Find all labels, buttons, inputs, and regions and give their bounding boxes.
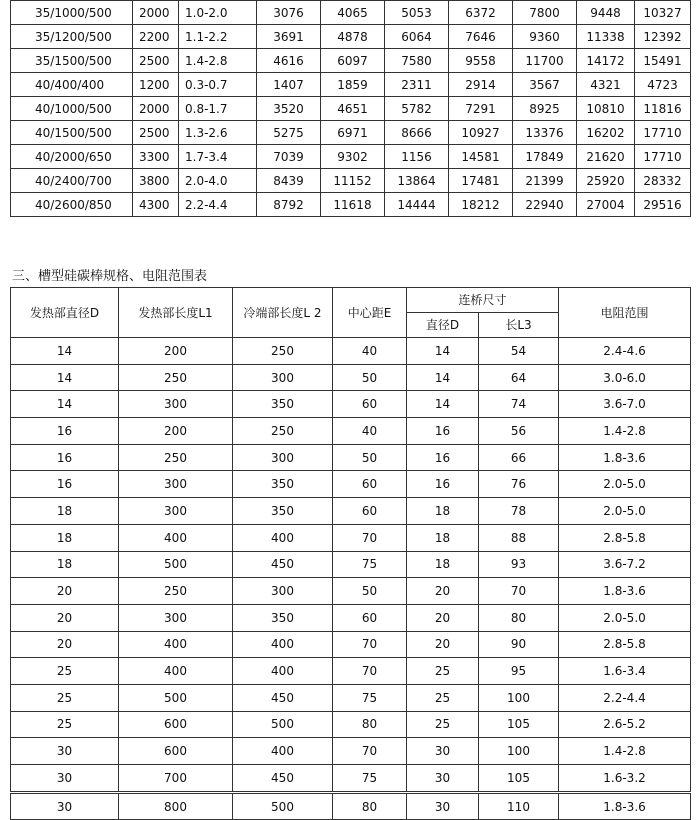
table-cell: 20 (11, 578, 119, 605)
table-cell: 14 (407, 364, 479, 391)
table-cell: 30 (407, 765, 479, 793)
table-cell: 500 (119, 551, 233, 578)
table-cell: 22940 (513, 193, 577, 217)
table-cell: 40 (333, 338, 407, 365)
table-cell: 20 (11, 604, 119, 631)
table-cell: 0.3-0.7 (179, 73, 257, 97)
table-cell: 75 (333, 684, 407, 711)
table-cell: 400 (119, 524, 233, 551)
spec-table-row (11, 1, 691, 25)
spec-table-row (11, 193, 691, 217)
header-heating-length: 发热部长度L1 (119, 288, 233, 338)
table-cell: 400 (119, 658, 233, 685)
table-cell: 2000 (133, 97, 179, 121)
table-cell: 2.2-4.4 (559, 684, 691, 711)
table-cell: 70 (333, 658, 407, 685)
table-cell: 1.0-2.0 (179, 1, 257, 25)
table-cell: 4878 (321, 25, 385, 49)
table-cell: 20 (11, 631, 119, 658)
table-cell: 25 (407, 658, 479, 685)
table-cell: 25 (407, 711, 479, 738)
header-cold-end-length: 冷端部长度L 2 (233, 288, 333, 338)
rod-table-row (11, 792, 691, 820)
table-cell: 3300 (133, 145, 179, 169)
table-cell: 7039 (257, 145, 321, 169)
section-title: 三、槽型硅碳棒规格、电阻范围表 (12, 269, 208, 284)
table-cell: 16 (407, 471, 479, 498)
table-cell: 7800 (513, 1, 577, 25)
table-cell: 78 (479, 498, 559, 525)
table-cell: 30 (407, 792, 479, 820)
table-cell: 17849 (513, 145, 577, 169)
table-cell: 11152 (321, 169, 385, 193)
table-cell: 2.2-4.4 (179, 193, 257, 217)
table-cell: 500 (233, 792, 333, 820)
table-cell: 10810 (577, 97, 635, 121)
table-cell: 4321 (577, 73, 635, 97)
header-resistance-range: 电阻范围 (559, 288, 691, 338)
table-cell: 88 (479, 524, 559, 551)
table-cell: 3567 (513, 73, 577, 97)
table-cell: 90 (479, 631, 559, 658)
table-cell: 500 (119, 684, 233, 711)
table-cell: 9360 (513, 25, 577, 49)
spec-table-row (11, 97, 691, 121)
table-cell: 50 (333, 364, 407, 391)
rod-table-row (11, 578, 691, 605)
table-cell: 1.8-3.6 (559, 444, 691, 471)
rod-table-body (11, 338, 691, 820)
table-cell: 14 (11, 391, 119, 418)
table-cell: 600 (119, 711, 233, 738)
table-cell: 21620 (577, 145, 635, 169)
table-cell: 1.3-2.6 (179, 121, 257, 145)
table-cell: 14 (11, 338, 119, 365)
rod-table-row (11, 444, 691, 471)
table-cell: 28332 (635, 169, 691, 193)
table-cell: 11618 (321, 193, 385, 217)
table-cell: 450 (233, 551, 333, 578)
table-cell: 21399 (513, 169, 577, 193)
header-center-distance: 中心距E (333, 288, 407, 338)
table-cell: 40/2400/700 (11, 169, 133, 193)
table-cell: 18 (11, 498, 119, 525)
rod-spec-table (10, 287, 691, 820)
table-cell: 200 (119, 418, 233, 445)
table-cell: 250 (233, 338, 333, 365)
table-cell: 2311 (385, 73, 449, 97)
table-cell: 4723 (635, 73, 691, 97)
rod-table-row (11, 524, 691, 551)
table-cell: 350 (233, 471, 333, 498)
header-bridge-diameter: 直径D (407, 313, 479, 338)
table-cell: 60 (333, 498, 407, 525)
table-cell: 18 (407, 498, 479, 525)
table-cell: 2.8-5.8 (559, 631, 691, 658)
table-cell: 7646 (449, 25, 513, 49)
table-cell: 30 (11, 765, 119, 793)
table-cell: 0.8-1.7 (179, 97, 257, 121)
table-cell: 600 (119, 738, 233, 765)
table-cell: 200 (119, 338, 233, 365)
table-cell: 76 (479, 471, 559, 498)
table-cell: 50 (333, 578, 407, 605)
table-cell: 105 (479, 765, 559, 793)
header-bridge-length: 长L3 (479, 313, 559, 338)
table-cell: 100 (479, 738, 559, 765)
table-cell: 14 (407, 391, 479, 418)
table-cell: 2.0-5.0 (559, 471, 691, 498)
table-cell: 1156 (385, 145, 449, 169)
table-cell: 13376 (513, 121, 577, 145)
spec-table-row (11, 73, 691, 97)
table-cell: 450 (233, 765, 333, 793)
table-cell: 70 (333, 631, 407, 658)
table-cell: 25 (11, 684, 119, 711)
spec-table-body (11, 1, 691, 217)
table-cell: 70 (479, 578, 559, 605)
table-cell: 250 (119, 444, 233, 471)
table-cell: 30 (11, 738, 119, 765)
table-cell: 2914 (449, 73, 513, 97)
table-cell: 16 (407, 418, 479, 445)
table-cell: 35/1200/500 (11, 25, 133, 49)
table-cell: 2.0-5.0 (559, 498, 691, 525)
table-cell: 75 (333, 765, 407, 793)
table-cell: 40/2000/650 (11, 145, 133, 169)
spec-table-row (11, 49, 691, 73)
table-cell: 20 (407, 578, 479, 605)
rod-table-row (11, 391, 691, 418)
rod-table-row (11, 471, 691, 498)
table-cell: 17481 (449, 169, 513, 193)
rod-table-row (11, 338, 691, 365)
table-cell: 60 (333, 391, 407, 418)
table-cell: 95 (479, 658, 559, 685)
table-cell: 2500 (133, 121, 179, 145)
rod-table-row (11, 364, 691, 391)
table-cell: 40/400/400 (11, 73, 133, 97)
table-cell: 700 (119, 765, 233, 793)
table-cell: 3.0-6.0 (559, 364, 691, 391)
rod-table-row (11, 658, 691, 685)
table-cell: 7580 (385, 49, 449, 73)
table-cell: 300 (119, 604, 233, 631)
table-cell: 14581 (449, 145, 513, 169)
rod-table-row (11, 684, 691, 711)
table-cell: 8666 (385, 121, 449, 145)
table-cell: 11700 (513, 49, 577, 73)
table-cell: 14444 (385, 193, 449, 217)
spec-table-row (11, 25, 691, 49)
table-cell: 2.6-5.2 (559, 711, 691, 738)
table-cell: 15491 (635, 49, 691, 73)
table-cell: 1.4-2.8 (559, 418, 691, 445)
rod-table-row (11, 711, 691, 738)
table-cell: 30 (407, 738, 479, 765)
table-cell: 6971 (321, 121, 385, 145)
table-cell: 110 (479, 792, 559, 820)
table-cell: 9302 (321, 145, 385, 169)
spec-table-row (11, 145, 691, 169)
table-cell: 16 (11, 444, 119, 471)
table-cell: 70 (333, 738, 407, 765)
table-cell: 4300 (133, 193, 179, 217)
table-cell: 17710 (635, 121, 691, 145)
table-cell: 18 (11, 524, 119, 551)
header-bridge-size: 连桥尺寸 (407, 288, 559, 313)
table-cell: 74 (479, 391, 559, 418)
table-cell: 13864 (385, 169, 449, 193)
table-cell: 5275 (257, 121, 321, 145)
table-cell: 16 (407, 444, 479, 471)
table-cell: 25 (11, 658, 119, 685)
table-cell: 1.6-3.2 (559, 765, 691, 793)
table-cell: 1407 (257, 73, 321, 97)
table-cell: 9448 (577, 1, 635, 25)
table-cell: 93 (479, 551, 559, 578)
table-cell: 1.7-3.4 (179, 145, 257, 169)
table-cell: 14172 (577, 49, 635, 73)
table-cell: 1.1-2.2 (179, 25, 257, 49)
rod-table-row (11, 418, 691, 445)
table-cell: 80 (479, 604, 559, 631)
table-cell: 16202 (577, 121, 635, 145)
table-cell: 16 (11, 471, 119, 498)
rod-table-row (11, 738, 691, 765)
table-cell: 300 (233, 578, 333, 605)
table-cell: 35/1000/500 (11, 1, 133, 25)
table-cell: 16 (11, 418, 119, 445)
table-cell: 8925 (513, 97, 577, 121)
table-cell: 1200 (133, 73, 179, 97)
table-cell: 40 (333, 418, 407, 445)
table-cell: 4616 (257, 49, 321, 73)
table-cell: 14 (407, 338, 479, 365)
table-cell: 250 (119, 364, 233, 391)
table-cell: 60 (333, 604, 407, 631)
table-cell: 800 (119, 792, 233, 820)
table-cell: 2.4-4.6 (559, 338, 691, 365)
table-cell: 18 (407, 524, 479, 551)
table-cell: 80 (333, 792, 407, 820)
rod-table-row (11, 498, 691, 525)
table-cell: 40/1000/500 (11, 97, 133, 121)
table-cell: 300 (119, 471, 233, 498)
table-cell: 3.6-7.0 (559, 391, 691, 418)
table-cell: 9558 (449, 49, 513, 73)
table-cell: 17710 (635, 145, 691, 169)
table-cell: 5053 (385, 1, 449, 25)
table-cell: 3076 (257, 1, 321, 25)
table-cell: 70 (333, 524, 407, 551)
table-cell: 300 (119, 391, 233, 418)
table-cell: 400 (233, 658, 333, 685)
table-cell: 40/1500/500 (11, 121, 133, 145)
table-cell: 40/2600/850 (11, 193, 133, 217)
table-cell: 4651 (321, 97, 385, 121)
rod-table-row (11, 551, 691, 578)
table-cell: 25 (407, 684, 479, 711)
table-cell: 2200 (133, 25, 179, 49)
table-cell: 8439 (257, 169, 321, 193)
table-cell: 7291 (449, 97, 513, 121)
table-cell: 66 (479, 444, 559, 471)
table-cell: 54 (479, 338, 559, 365)
table-cell: 500 (233, 711, 333, 738)
table-cell: 6097 (321, 49, 385, 73)
table-cell: 250 (119, 578, 233, 605)
table-cell: 350 (233, 604, 333, 631)
table-cell: 18 (11, 551, 119, 578)
table-cell: 25 (11, 711, 119, 738)
table-cell: 11816 (635, 97, 691, 121)
table-cell: 18212 (449, 193, 513, 217)
table-cell: 80 (333, 711, 407, 738)
table-cell: 450 (233, 684, 333, 711)
spec-table (10, 0, 691, 217)
table-cell: 6064 (385, 25, 449, 49)
table-cell: 1.8-3.6 (559, 792, 691, 820)
table-cell: 400 (119, 631, 233, 658)
table-cell: 10927 (449, 121, 513, 145)
table-cell: 64 (479, 364, 559, 391)
table-cell: 8792 (257, 193, 321, 217)
table-cell: 20 (407, 604, 479, 631)
table-cell: 56 (479, 418, 559, 445)
table-cell: 2500 (133, 49, 179, 73)
table-cell: 12392 (635, 25, 691, 49)
rod-table-row (11, 765, 691, 793)
table-cell: 3691 (257, 25, 321, 49)
table-cell: 2.8-5.8 (559, 524, 691, 551)
table-cell: 3800 (133, 169, 179, 193)
rod-table-row (11, 604, 691, 631)
table-cell: 11338 (577, 25, 635, 49)
table-cell: 105 (479, 711, 559, 738)
rod-table-header (11, 288, 691, 338)
table-cell: 30 (11, 792, 119, 820)
table-cell: 300 (233, 364, 333, 391)
table-cell: 400 (233, 738, 333, 765)
table-cell: 3.6-7.2 (559, 551, 691, 578)
table-cell: 350 (233, 498, 333, 525)
table-cell: 300 (233, 444, 333, 471)
spec-table-row (11, 169, 691, 193)
table-cell: 400 (233, 631, 333, 658)
table-cell: 1.4-2.8 (559, 738, 691, 765)
table-cell: 1.8-3.6 (559, 578, 691, 605)
spec-table-row (11, 121, 691, 145)
table-cell: 300 (119, 498, 233, 525)
table-cell: 4065 (321, 1, 385, 25)
table-cell: 27004 (577, 193, 635, 217)
table-cell: 20 (407, 631, 479, 658)
table-cell: 400 (233, 524, 333, 551)
table-cell: 1.4-2.8 (179, 49, 257, 73)
table-cell: 100 (479, 684, 559, 711)
table-cell: 18 (407, 551, 479, 578)
rod-table-row (11, 631, 691, 658)
table-cell: 250 (233, 418, 333, 445)
table-cell: 50 (333, 444, 407, 471)
table-cell: 25920 (577, 169, 635, 193)
table-cell: 75 (333, 551, 407, 578)
table-cell: 60 (333, 471, 407, 498)
table-cell: 29516 (635, 193, 691, 217)
table-cell: 350 (233, 391, 333, 418)
table-cell: 2.0-4.0 (179, 169, 257, 193)
header-heating-diameter: 发热部直径D (11, 288, 119, 338)
table-cell: 1.6-3.4 (559, 658, 691, 685)
table-cell: 10327 (635, 1, 691, 25)
table-cell: 2.0-5.0 (559, 604, 691, 631)
table-cell: 6372 (449, 1, 513, 25)
table-cell: 2000 (133, 1, 179, 25)
table-cell: 35/1500/500 (11, 49, 133, 73)
table-cell: 1859 (321, 73, 385, 97)
table-cell: 3520 (257, 97, 321, 121)
table-cell: 14 (11, 364, 119, 391)
table-cell: 5782 (385, 97, 449, 121)
